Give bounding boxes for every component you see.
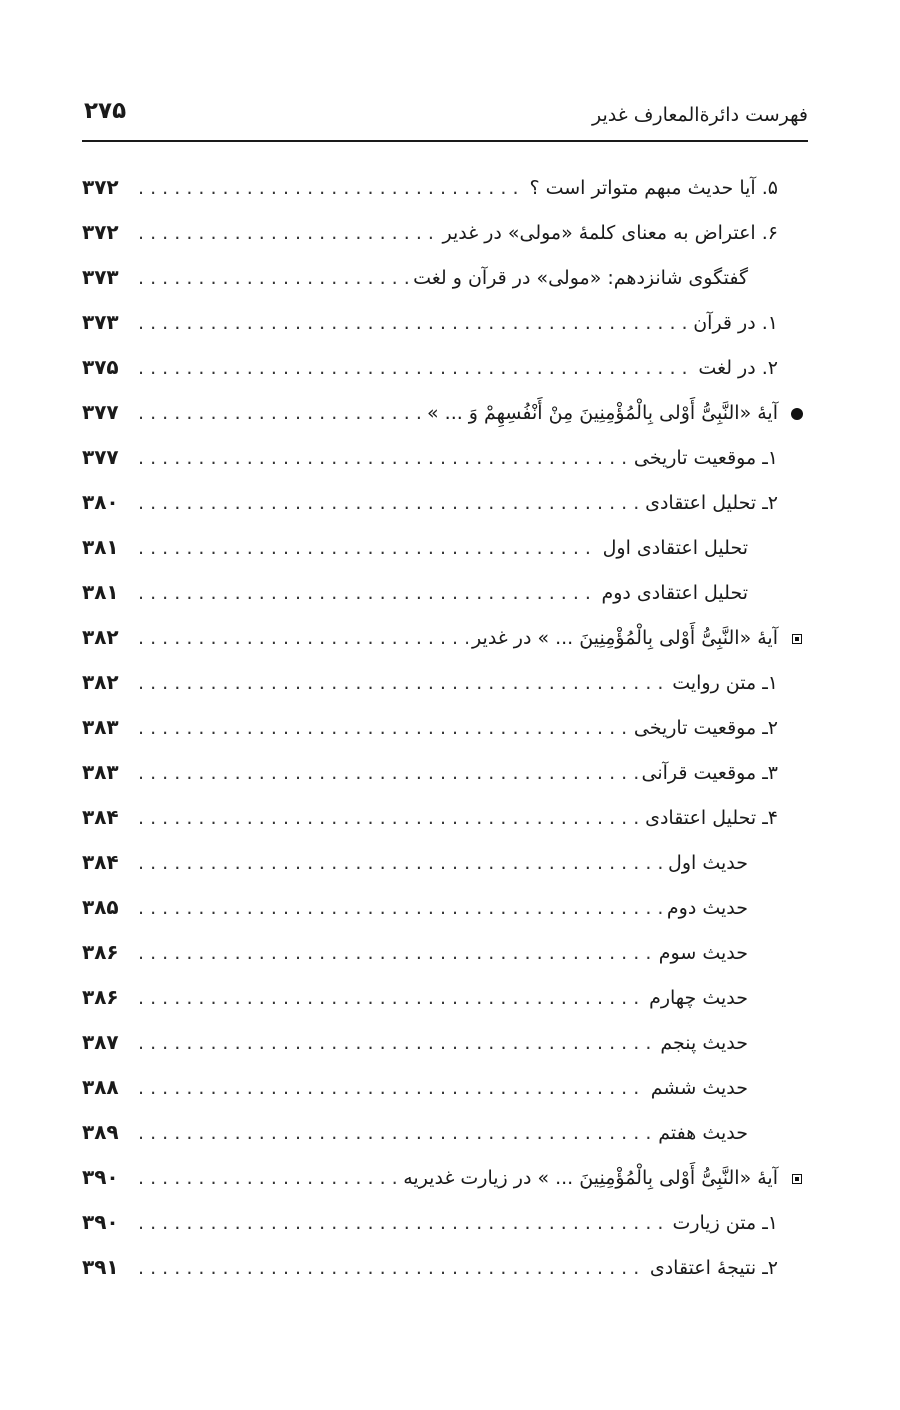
toc-entry-page: ۳۸۳ xyxy=(82,715,119,739)
toc-entry xyxy=(82,480,808,525)
toc-entry-title: ۳ـ موقعیت قرآنی xyxy=(641,762,778,784)
page-header xyxy=(82,96,808,142)
toc-entry-title: ۱ـ موقعیت تاریخی xyxy=(633,447,778,469)
toc-entry-title: حدیث هفتم xyxy=(658,1122,748,1144)
dot-leader xyxy=(138,256,409,301)
toc-entry-title: آیۀ «النَّبِیُّ أَوْلی بِالْمُؤْمِنِینَ مِنْ أَنْفُسِهِمْ وَ ... » xyxy=(426,402,778,424)
dot-leader xyxy=(138,841,664,886)
toc-entry-page: ۳۸۱ xyxy=(82,580,119,604)
toc-entry xyxy=(82,255,808,300)
toc-entry-page: ۳۸۴ xyxy=(82,850,119,874)
toc-entry-title: ۵. آیا حدیث مبهم متواتر است ؟ xyxy=(529,177,778,199)
toc-entry-title: ۱. در قرآن xyxy=(693,312,778,334)
toc-entry xyxy=(82,840,808,885)
toc-entry-page: ۳۷۳ xyxy=(82,310,119,334)
table-of-contents xyxy=(82,165,808,1290)
toc-entry-title: آیۀ «النَّبِیُّ أَوْلی بِالْمُؤْمِنِینَ ... » در غدیر xyxy=(472,627,778,649)
toc-entry-title: حدیث دوم xyxy=(666,897,748,919)
toc-entry-page: ۳۷۳ xyxy=(82,265,119,289)
running-title: فهرست دائرةالمعارف غدیر xyxy=(591,104,808,126)
toc-entry xyxy=(82,795,808,840)
toc-entry xyxy=(82,1020,808,1065)
dot-leader xyxy=(138,211,438,256)
toc-entry-page: ۳۸۸ xyxy=(82,1075,119,1099)
dot-leader xyxy=(138,301,689,346)
toc-entry-page: ۳۸۵ xyxy=(82,895,119,919)
bullet-dot-icon xyxy=(786,391,808,436)
toc-entry-title: حدیث ششم xyxy=(650,1077,748,1099)
dot-leader xyxy=(138,481,641,526)
toc-entry-title: ۲ـ موقعیت تاریخی xyxy=(633,717,778,739)
dot-leader xyxy=(138,571,597,616)
toc-entry xyxy=(82,165,808,210)
toc-entry-page: ۳۸۲ xyxy=(82,625,119,649)
toc-entry-page: ۳۸۲ xyxy=(82,670,119,694)
toc-entry xyxy=(82,300,808,345)
dot-leader xyxy=(138,931,655,976)
toc-entry-page: ۳۷۲ xyxy=(82,220,119,244)
toc-entry-page: ۳۸۱ xyxy=(82,535,119,559)
toc-entry-title: ۲ـ نتیجۀ اعتقادی xyxy=(649,1257,778,1279)
toc-entry xyxy=(82,705,808,750)
dot-leader xyxy=(138,661,668,706)
dot-leader xyxy=(138,1156,399,1201)
dot-leader xyxy=(138,1246,646,1291)
toc-entry-page: ۳۹۱ xyxy=(82,1255,119,1279)
dot-leader xyxy=(138,1201,668,1246)
toc-entry xyxy=(82,750,808,795)
toc-entry-title: تحلیل اعتقادی دوم xyxy=(601,582,748,604)
dot-leader xyxy=(138,616,468,661)
toc-entry-title: حدیث چهارم xyxy=(649,987,748,1009)
page-number: ۲۷۵ xyxy=(84,98,127,124)
toc-entry-title: ۱ـ متن زیارت xyxy=(672,1212,778,1234)
toc-entry xyxy=(82,1245,808,1290)
toc-entry xyxy=(82,570,808,615)
toc-entry xyxy=(82,1200,808,1245)
toc-entry xyxy=(82,1155,808,1200)
dot-leader xyxy=(138,706,630,751)
toc-entry-title: گفتگوی شانزدهم: «مولی» در قرآن و لغت xyxy=(413,267,748,289)
toc-entry-title: حدیث پنجم xyxy=(660,1032,748,1054)
toc-entry-page: ۳۸۰ xyxy=(82,490,119,514)
dot-leader xyxy=(138,1066,647,1111)
toc-entry-title: تحلیل اعتقادی اول xyxy=(602,537,748,559)
toc-entry xyxy=(82,1110,808,1155)
toc-entry-page: ۳۷۲ xyxy=(82,175,119,199)
toc-entry-title: ۲ـ تحلیل اعتقادی xyxy=(645,492,778,514)
toc-entry xyxy=(82,975,808,1020)
toc-entry xyxy=(82,210,808,255)
toc-entry xyxy=(82,1065,808,1110)
toc-entry-page: ۳۸۹ xyxy=(82,1120,119,1144)
toc-entry-title: ۴ـ تحلیل اعتقادی xyxy=(645,807,778,829)
dot-leader xyxy=(138,391,423,436)
dot-leader xyxy=(138,886,663,931)
toc-entry-title: ۲. در لغت xyxy=(698,357,778,379)
toc-entry-page: ۳۷۷ xyxy=(82,445,119,469)
toc-entry-title: ۱ـ متن روایت xyxy=(672,672,778,694)
toc-entry xyxy=(82,345,808,390)
dot-leader xyxy=(138,796,641,841)
toc-entry-title: حدیث اول xyxy=(668,852,748,874)
dot-leader xyxy=(138,166,525,211)
dot-leader xyxy=(138,1111,654,1156)
toc-entry xyxy=(82,615,808,660)
toc-entry-page: ۳۸۶ xyxy=(82,985,119,1009)
dot-leader xyxy=(138,346,694,391)
toc-entry-page: ۳۸۷ xyxy=(82,1030,119,1054)
toc-entry-page: ۳۸۶ xyxy=(82,940,119,964)
toc-entry-title: ۶. اعتراض به معنای کلمۀ «مولی» در غدیر xyxy=(442,222,778,244)
dot-leader xyxy=(138,976,645,1021)
toc-entry xyxy=(82,525,808,570)
bullet-square-icon xyxy=(786,616,808,661)
toc-entry xyxy=(82,885,808,930)
toc-entry-page: ۳۷۵ xyxy=(82,355,119,379)
dot-leader xyxy=(138,751,638,796)
toc-entry-title: آیۀ «النَّبِیُّ أَوْلی بِالْمُؤْمِنِینَ ... » در زیارت غدیریه xyxy=(403,1167,778,1189)
toc-entry-page: ۳۸۳ xyxy=(82,760,119,784)
toc-entry xyxy=(82,390,808,435)
toc-entry-page: ۳۸۴ xyxy=(82,805,119,829)
toc-entry xyxy=(82,435,808,480)
dot-leader xyxy=(138,1021,656,1066)
toc-entry-page: ۳۷۷ xyxy=(82,400,119,424)
toc-entry-page: ۳۹۰ xyxy=(82,1165,119,1189)
bullet-square-icon xyxy=(786,1156,808,1201)
toc-entry xyxy=(82,660,808,705)
dot-leader xyxy=(138,436,630,481)
toc-entry-page: ۳۹۰ xyxy=(82,1210,119,1234)
toc-entry-title: حدیث سوم xyxy=(658,942,748,964)
dot-leader xyxy=(138,526,599,571)
toc-entry xyxy=(82,930,808,975)
